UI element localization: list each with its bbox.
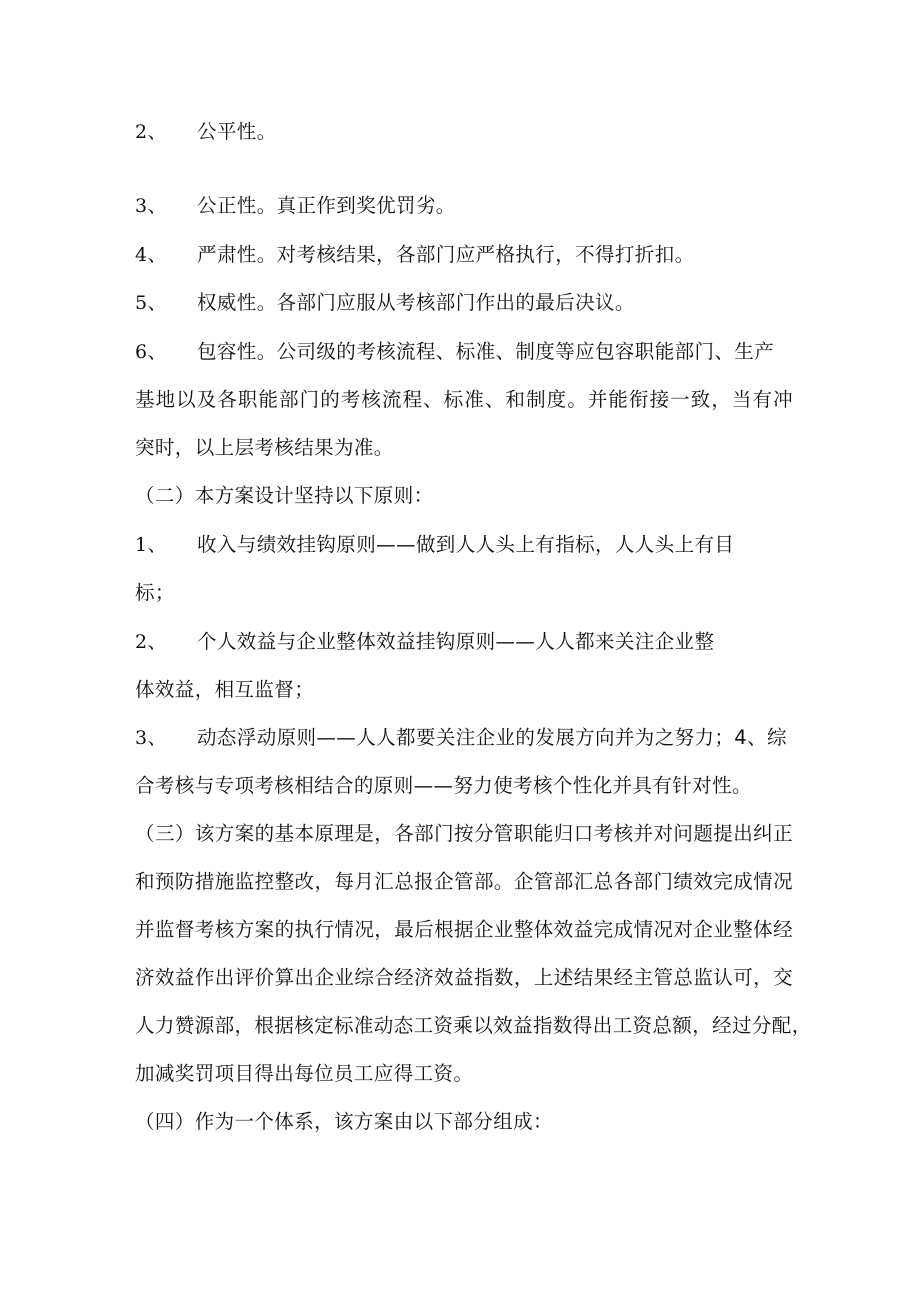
item-number: 6、 xyxy=(135,341,167,363)
paragraph-line: 并监督考核方案的执行情况，最后根据企业整体效益完成情况对企业整体经 xyxy=(135,918,793,941)
item-text: 公正性。真正作到奖优罚劣。 xyxy=(197,194,456,217)
list-item-fairness xyxy=(135,120,277,144)
paragraph-line: 加减奖罚项目得出每位员工应得工资。 xyxy=(135,1062,474,1085)
list-item-seriousness xyxy=(135,243,695,267)
item-text: 收入与绩效挂钩原则——做到人人头上有指标，人人头上有目 xyxy=(197,533,735,556)
paragraph-line: 体效益，相互监督； xyxy=(135,678,315,701)
item-number: 4、 xyxy=(135,244,167,266)
list-item-principle-2 xyxy=(135,630,714,654)
item-text: 包容性。公司级的考核流程、标准、制度等应包容职能部门、生产 xyxy=(197,340,775,363)
item-text: 个人效益与企业整体效益挂钩原则——人人都来关注企业整 xyxy=(197,630,715,653)
paragraph-line: 基地以及各职能部门的考核流程、标准、和制度。并能衔接一致，当有冲 xyxy=(135,388,793,411)
list-item-authority xyxy=(135,291,635,315)
paragraph-line: 合考核与专项考核相结合的原则——努力使考核个性化并具有针对性。 xyxy=(135,774,752,797)
item-text: 权威性。各部门应服从考核部门作出的最后决议。 xyxy=(197,291,635,314)
item-text: 严肃性。对考核结果，各部门应严格执行，不得打折扣。 xyxy=(197,243,695,266)
section-heading-2: （二）本方案设计坚持以下原则： xyxy=(135,484,434,507)
paragraph-line: 济效益作出评价算出企业综合经济效益指数，上述结果经主管总监认可，交 xyxy=(135,966,793,989)
section-heading-4: （四）作为一个体系，该方案由以下部分组成： xyxy=(135,1110,553,1133)
item-number: 5、 xyxy=(135,292,167,314)
list-item-principle-1 xyxy=(135,533,734,557)
list-item-principle-3 xyxy=(135,726,787,750)
item-number: 1、 xyxy=(135,534,167,556)
item-number: 2、 xyxy=(135,631,167,653)
list-item-inclusiveness xyxy=(135,340,774,364)
section-heading-3: （三）该方案的基本原理是，各部门按分管职能归口考核并对问题提出纠正 xyxy=(135,822,793,845)
paragraph-line: 突时，以上层考核结果为准。 xyxy=(135,436,394,459)
item-text: 公平性。 xyxy=(197,120,277,143)
paragraph-line: 标； xyxy=(135,581,175,604)
list-item-justice xyxy=(135,194,456,218)
item-number: 2、 xyxy=(135,121,167,143)
item-text: 动态浮动原则——人人都要关注企业的发展方向并为之努力；4、综 xyxy=(197,726,787,749)
item-number: 3、 xyxy=(135,727,167,749)
item-number: 3、 xyxy=(135,195,167,217)
paragraph-line: 和预防措施监控整改，每月汇总报企管部。企管部汇总各部门绩效完成情况 xyxy=(135,870,793,893)
paragraph-line: 人力赞源部，根据核定标准动态工资乘以效益指数得出工资总额，经过分配， xyxy=(135,1014,812,1037)
